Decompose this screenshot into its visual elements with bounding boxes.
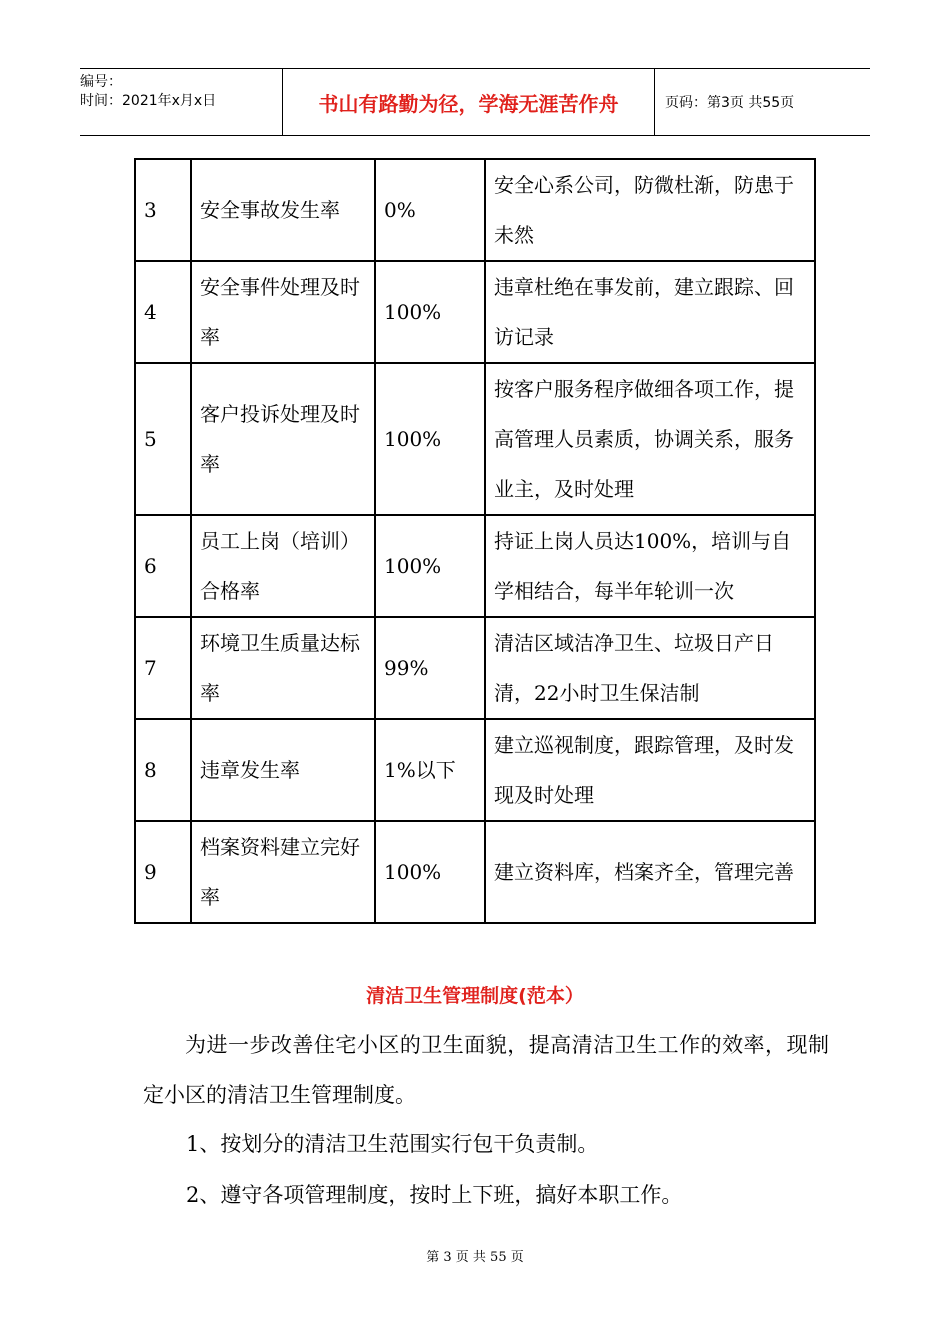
number-label: 编号：	[80, 74, 122, 90]
row-measure: 违章杜绝在事发前，建立跟踪、回访记录	[485, 261, 815, 363]
table-row	[135, 261, 815, 363]
row-measure: 建立资料库，档案齐全，管理完善	[485, 821, 815, 923]
table-row	[135, 821, 815, 923]
table-row	[135, 515, 815, 617]
row-measure: 持证上岗人员达100%，培训与自学相结合，每半年轮训一次	[485, 515, 815, 617]
row-item: 员工上岗（培训）合格率	[191, 515, 375, 617]
row-number: 5	[135, 363, 191, 515]
row-measure: 清洁区域洁净卫生、垃圾日产日清，22小时卫生保洁制	[485, 617, 815, 719]
table-row	[135, 363, 815, 515]
table-row	[135, 719, 815, 821]
row-number: 6	[135, 515, 191, 617]
header-slogan: 书山有路勤为径，学海无涯苦作舟	[283, 69, 655, 135]
row-target: 100%	[375, 363, 485, 515]
row-measure: 建立巡视制度，跟踪管理，及时发现及时处理	[485, 719, 815, 821]
row-number: 3	[135, 159, 191, 261]
row-item: 违章发生率	[191, 719, 375, 821]
row-target: 1%以下	[375, 719, 485, 821]
row-item: 档案资料建立完好率	[191, 821, 375, 923]
intro-paragraph: 为进一步改善住宅小区的卫生面貌，提高清洁卫生工作的效率，现制定小区的清洁卫生管理制度。	[143, 1033, 829, 1107]
target-table	[134, 158, 816, 924]
row-item: 环境卫生质量达标率	[191, 617, 375, 719]
list-item: 2、遵守各项管理制度，按时上下班，搞好本职工作。	[186, 1183, 683, 1207]
row-target: 100%	[375, 515, 485, 617]
row-number: 9	[135, 821, 191, 923]
row-number: 4	[135, 261, 191, 363]
row-target: 0%	[375, 159, 485, 261]
row-item: 安全事故发生率	[191, 159, 375, 261]
list-item: 1、按划分的清洁卫生范围实行包干负责制。	[186, 1132, 599, 1156]
time-label: 时间：2021年x月x日	[80, 93, 217, 109]
row-target: 99%	[375, 617, 485, 719]
section-title: 清洁卫生管理制度(范本）	[366, 985, 584, 1007]
page-header	[80, 68, 870, 136]
row-item: 安全事件处理及时率	[191, 261, 375, 363]
header-page-info: 页码：第3页 共55页	[665, 95, 795, 111]
row-target: 100%	[375, 821, 485, 923]
row-measure: 按客户服务程序做细各项工作，提高管理人员素质，协调关系，服务业主，及时处理	[485, 363, 815, 515]
row-number: 7	[135, 617, 191, 719]
header-meta	[80, 69, 283, 135]
row-item: 客户投诉处理及时率	[191, 363, 375, 515]
table-row	[135, 617, 815, 719]
row-target: 100%	[375, 261, 485, 363]
row-number: 8	[135, 719, 191, 821]
table-row	[135, 159, 815, 261]
page-footer: 第 3 页 共 55 页	[426, 1250, 524, 1265]
row-measure: 安全心系公司，防微杜渐，防患于未然	[485, 159, 815, 261]
